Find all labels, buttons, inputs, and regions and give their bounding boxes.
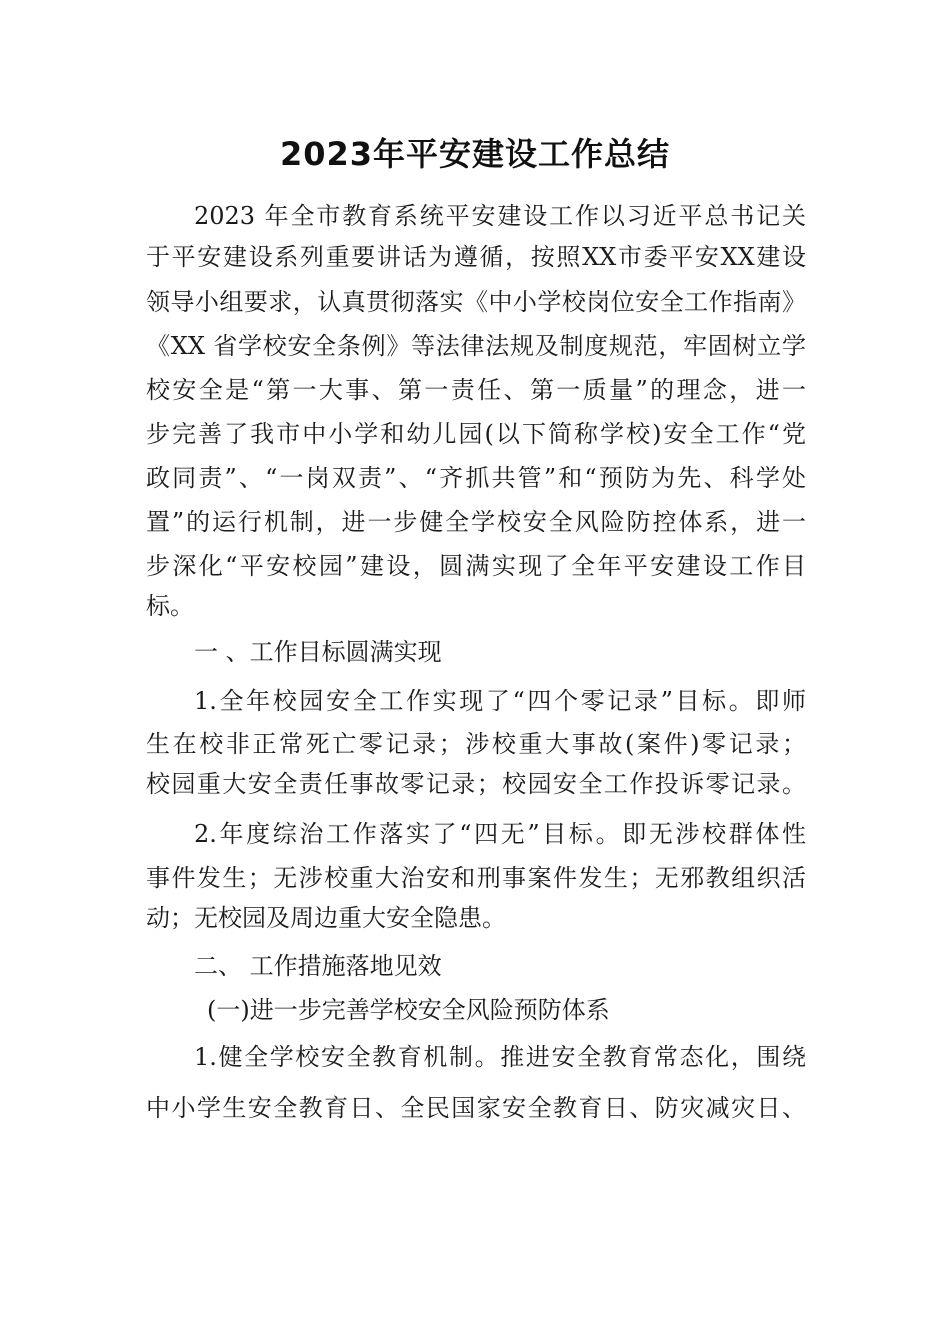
intro-line-8: 置”的运行机制，进一步健全学校安全风险防控体系，进一: [146, 508, 806, 536]
item-1-line-3: 校园重大安全责任事故零记录；校园安全工作投诉零记录。: [146, 770, 806, 798]
intro-line-10: 标。: [146, 592, 194, 620]
intro-line-1: 2023 年全市教育系统平安建设工作以习近平总书记关: [194, 202, 806, 230]
intro-line-5: 校安全是“第一大事、第一责任、第一质量”的理念，进一: [146, 376, 806, 404]
item-2-line-2: 事件发生；无涉校重大治安和刑事案件发生；无邪教组织活: [146, 864, 806, 892]
subsection-1-heading: (一)进一步完善学校安全风险预防体系: [207, 996, 610, 1024]
intro-line-3: 领导小组要求，认真贯彻落实《中小学校岗位安全工作指南》: [146, 288, 806, 316]
document-title: 2023年平安建设工作总结: [279, 135, 671, 173]
section-2-heading: 二、 工作措施落地见效: [194, 952, 442, 980]
intro-line-6: 步完善了我市中小学和幼儿园(以下简称学校)安全工作“党: [146, 420, 806, 448]
intro-line-7: 政同责”、“一岗双责”、“齐抓共管”和“预防为先、科学处: [146, 464, 806, 492]
item-1-line-1: 1.全年校园安全工作实现了“四个零记录”目标。即师: [194, 687, 806, 715]
item-2-line-1: 2.年度综治工作落实了“四无”目标。即无涉校群体性: [194, 820, 806, 848]
item-1-line-2: 生在校非正常死亡零记录；涉校重大事故(案件)零记录；: [146, 730, 806, 758]
intro-line-4: 《XX 省学校安全条例》等法律法规及制度规范，牢固树立学: [146, 332, 806, 360]
item-2-line-3: 动；无校园及周边重大安全隐患。: [146, 904, 506, 932]
intro-line-2: 于平安建设系列重要讲话为遵循，按照XX市委平安XX建设: [146, 243, 806, 271]
item-3-line-2: 中小学生安全教育日、全民国家安全教育日、防灾减灾日、: [146, 1094, 806, 1122]
intro-line-9: 步深化“平安校园”建设，圆满实现了全年平安建设工作目: [146, 552, 806, 580]
item-3-line-1: 1.健全学校安全教育机制。推进安全教育常态化，围绕: [194, 1043, 806, 1071]
section-1-heading: 一 、工作目标圆满实现: [194, 638, 442, 666]
